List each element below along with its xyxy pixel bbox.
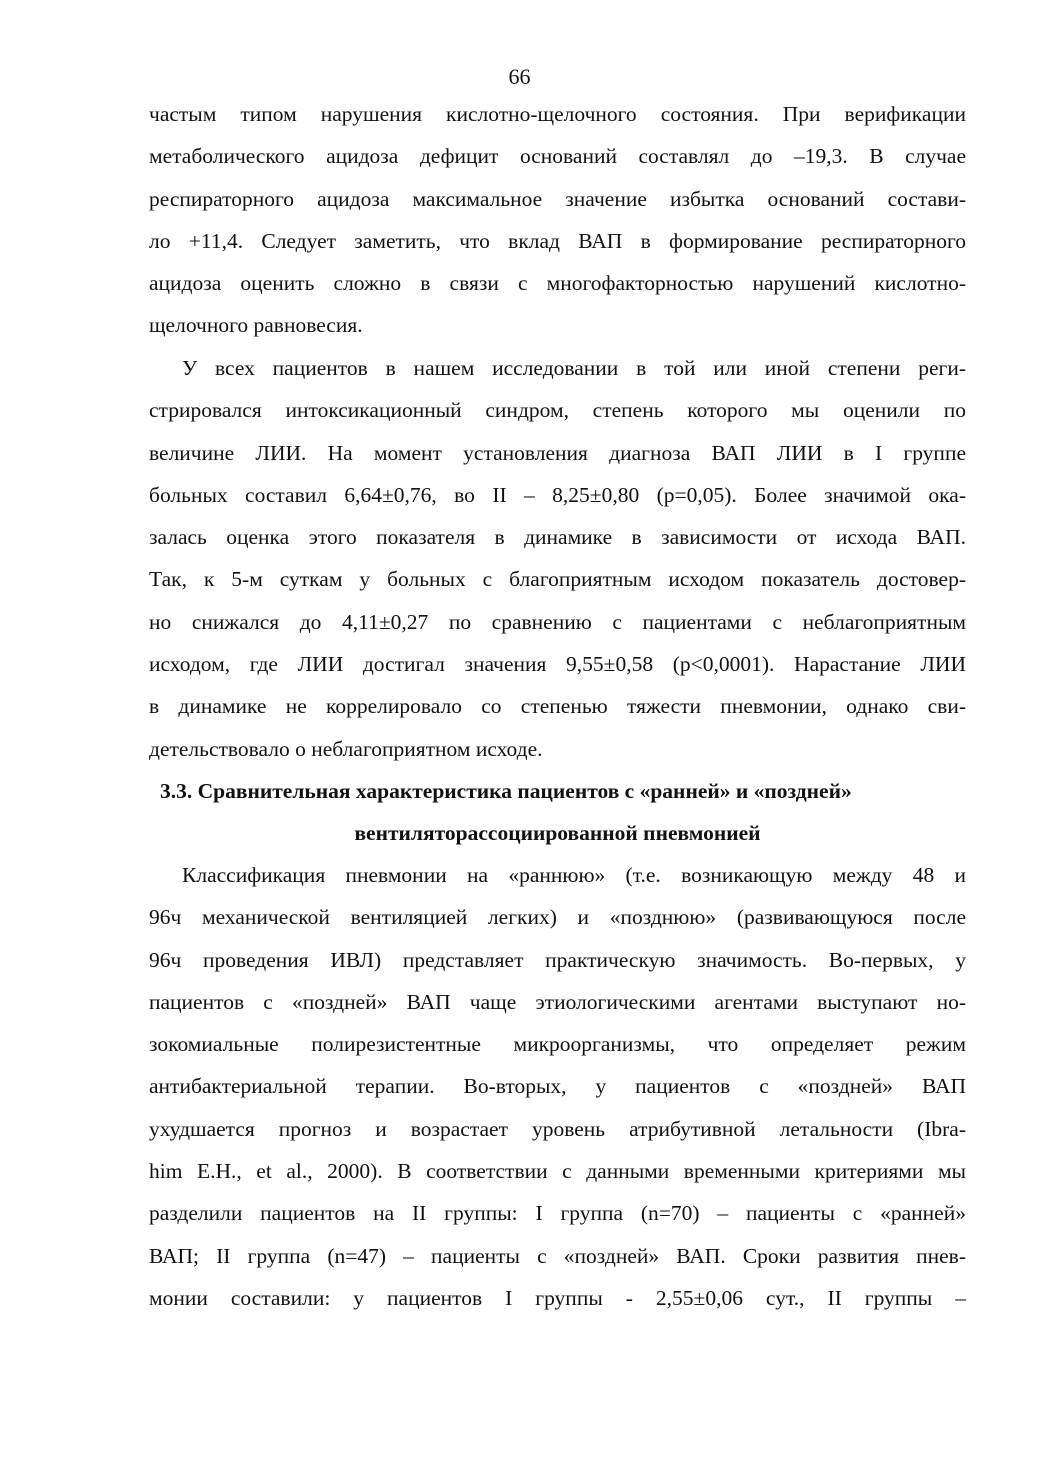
text-line: ВАП; II группа (n=47) – пациенты с «поздней» ВАП. Сроки развития пнев-	[149, 1243, 966, 1268]
text-line: стрировался интоксикационный синдром, степень которого мы оценили по	[149, 398, 966, 423]
text-line: щелочного равновесия.	[149, 313, 363, 338]
text-line: частым типом нарушения кислотно-щелочного состояния. При верификации	[149, 102, 966, 126]
text-line: Классификация пневмонии на «раннюю» (т.е. возникающую между 48 и	[182, 863, 966, 887]
section-heading-line-1: 3.3. Сравнительная характеристика пациентов с «ранней» и «поздней»	[160, 779, 852, 803]
text-line: но снижался до 4,11±0,27 по сравнению с пациентами с неблагоприятным	[149, 609, 966, 634]
section-heading-line-2: вентиляторассоциированной пневмонией	[354, 821, 761, 846]
text-line: метаболического ацидоза дефицит оснований составлял до –19,3. В случае	[149, 144, 966, 169]
text-line: У всех пациентов в нашем исследовании в той или иной степени реги-	[182, 356, 966, 380]
text-line: Так, к 5-м суткам у больных с благоприятным исходом показатель достовер-	[149, 567, 966, 592]
text-line: 96ч проведения ИВЛ) представляет практическую значимость. Во-первых, у	[149, 947, 966, 972]
text-line: пациентов с «поздней» ВАП чаще этиологическими агентами выступают но-	[149, 989, 966, 1014]
text-line: ло +11,4. Следует заметить, что вклад ВАП в формирование респираторного	[149, 228, 966, 253]
paragraph-classification	[149, 854, 966, 1319]
text-line: зокомиальные полирезистентные микроорганизмы, что определяет режим	[149, 1032, 966, 1057]
text-line: монии составили: у пациентов I группы - 2,55±0,06 сут., II группы –	[149, 1285, 966, 1310]
text-line: в динамике не коррелировало со степенью тяжести пневмонии, однако сви-	[149, 694, 966, 719]
text-line: ухудшается прогноз и возрастает уровень атрибутивной летальности (Ibra-	[149, 1116, 966, 1141]
text-line: залась оценка этого показателя в динамике в зависимости от исхода ВАП.	[149, 525, 966, 550]
text-line: респираторного ацидоза максимальное значение избытка оснований состави-	[149, 186, 966, 211]
text-line: детельствовало о неблагоприятном исходе.	[149, 736, 543, 761]
page-number: 66	[508, 64, 531, 89]
text-line: величине ЛИИ. На момент установления диагноза ВАП ЛИИ в I группе	[149, 440, 966, 465]
text-line: больных составил 6,64±0,76, во II – 8,25±0,80 (p=0,05). Более значимой ока-	[149, 482, 966, 507]
text-line: him E.H., et al., 2000). В соответствии с данными временными критериями мы	[149, 1159, 966, 1184]
text-line: ацидоза оценить сложно в связи с многофакторностью нарушений кислотно-	[149, 271, 966, 296]
section-heading	[149, 770, 966, 855]
text-line: 96ч механической вентиляцией легких) и «позднюю» (развивающуюся после	[149, 905, 966, 930]
paragraph-acid-base	[149, 93, 966, 347]
text-line: антибактериальной терапии. Во-вторых, у пациентов с «поздней» ВАП	[149, 1074, 966, 1099]
paragraph-intoxication	[149, 347, 966, 770]
text-line: исходом, где ЛИИ достигал значения 9,55±0,58 (p<0,0001). Нарастание ЛИИ	[149, 652, 966, 677]
text-line: разделили пациентов на II группы: I группа (n=70) – пациенты с «ранней»	[149, 1201, 966, 1226]
